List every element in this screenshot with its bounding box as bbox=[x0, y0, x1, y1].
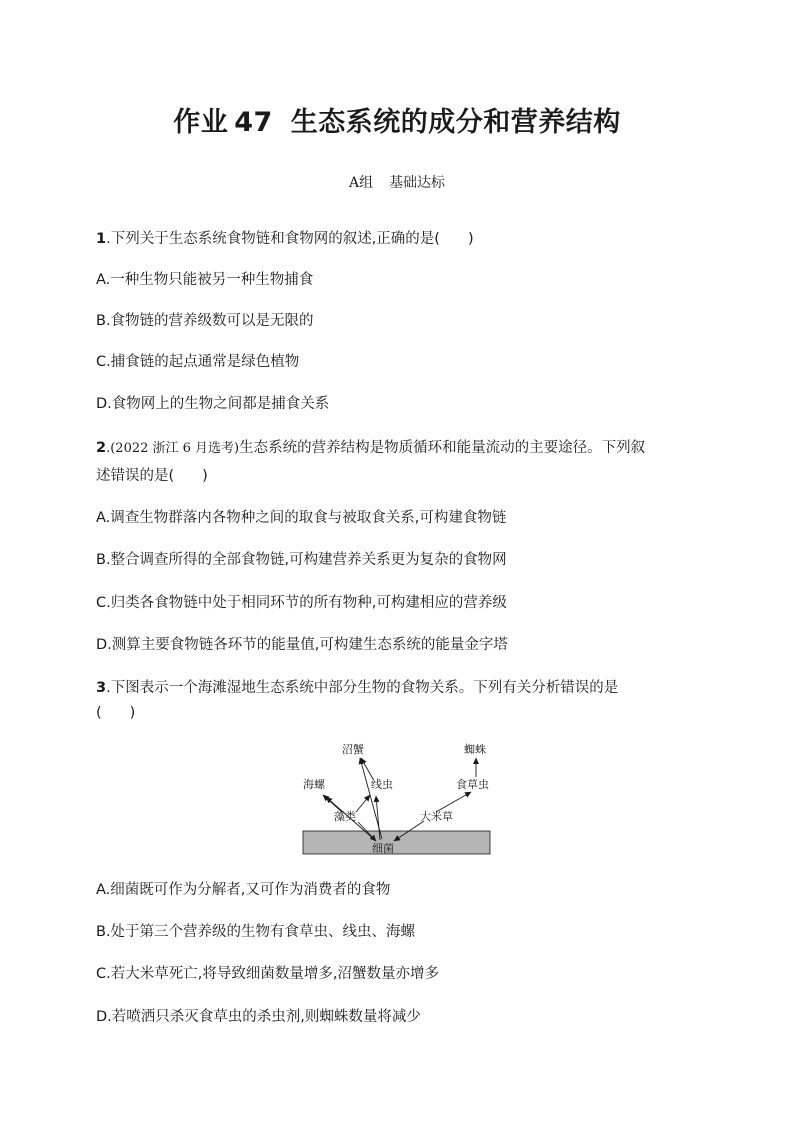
q2-option-b: B.整合调查所得的全部食物链,可构建营养关系更为复杂的食物网 bbox=[96, 552, 507, 568]
ground-layer bbox=[303, 831, 490, 854]
q1-stem-text: .下列关于生态系统食物链和食物网的叙述,正确的是( bbox=[106, 231, 440, 247]
q3-open-paren: ( bbox=[96, 705, 102, 721]
q3-close-paren: ) bbox=[129, 705, 136, 721]
q3-stem-text: .下图表示一个海滩湿地生态系统中部分生物的食物关系。下列有关分析错误的是 bbox=[106, 680, 619, 696]
q1-option-c: C.捕食链的起点通常是绿色植物 bbox=[96, 354, 300, 370]
q1-stem bbox=[96, 227, 474, 248]
node-shaoxie: 沼蟹 bbox=[342, 743, 364, 756]
food-web-diagram bbox=[296, 738, 496, 860]
q3-option-b: B.处于第三个营养级的生物有食草虫、线虫、海螺 bbox=[96, 924, 416, 940]
node-shicaochong: 食草虫 bbox=[456, 778, 489, 791]
q3-option-a: A.细菌既可作为分解者,又可作为消费者的食物 bbox=[96, 882, 391, 898]
q3-option-c: C.若大米草死亡,将导致细菌数量增多,沼蟹数量亦增多 bbox=[96, 966, 439, 982]
group-letter: A bbox=[348, 175, 360, 191]
node-zhizhu: 蜘蛛 bbox=[464, 743, 486, 756]
node-hailuo: 海螺 bbox=[303, 778, 325, 791]
title-number: 47 bbox=[234, 107, 273, 138]
q3-number: 3 bbox=[96, 680, 107, 696]
node-damicao: 大米草 bbox=[420, 810, 453, 823]
title-prefix: 作业 bbox=[173, 107, 229, 138]
title-text: 生态系统的成分和营养结构 bbox=[290, 107, 621, 138]
q2-stem-line2 bbox=[96, 464, 208, 485]
q2-number: 2 bbox=[96, 440, 107, 456]
arrow-zaolei-to-xianchong bbox=[356, 795, 370, 812]
node-xijun: 细菌 bbox=[372, 842, 394, 855]
group-label: 组 bbox=[359, 175, 374, 191]
q1-option-b: B.食物链的营养级数可以是无限的 bbox=[96, 313, 314, 329]
q1-close-paren: ) bbox=[467, 231, 474, 247]
group-subtitle: 基础达标 bbox=[389, 175, 446, 191]
q1-option-d: D.食物网上的生物之间都是捕食关系 bbox=[96, 396, 330, 412]
q2-stem-text-2: 述错误的是( bbox=[96, 468, 175, 484]
q1-option-a: A.一种生物只能被另一种生物捕食 bbox=[96, 272, 314, 288]
group-heading bbox=[0, 172, 794, 192]
q2-source: .(2022 浙江 6 月选考) bbox=[106, 441, 240, 456]
node-xianchong: 线虫 bbox=[371, 778, 393, 791]
q2-stem-line1 bbox=[96, 436, 645, 457]
q3-option-d: D.若喷洒只杀灭食草虫的杀虫剂,则蜘蛛数量将减少 bbox=[96, 1009, 421, 1025]
arrow-xijun-to-shaoxie bbox=[360, 758, 382, 839]
q2-stem-text: 生态系统的营养结构是物质循环和能量流动的主要途径。下列叙 bbox=[239, 440, 646, 456]
q2-option-c: C.归类各食物链中处于相同环节的所有物种,可构建相应的营养级 bbox=[96, 595, 507, 611]
page-title bbox=[0, 100, 794, 139]
q3-answer-paren bbox=[96, 705, 135, 721]
q2-option-d: D.测算主要食物链各环节的能量值,可构建生态系统的能量金字塔 bbox=[96, 637, 508, 653]
q2-option-a: A.调查生物群落内各物种之间的取食与被取食关系,可构建食物链 bbox=[96, 510, 507, 526]
q2-close-paren: ) bbox=[202, 468, 208, 484]
arrow-damicao-to-shicaochong bbox=[436, 792, 471, 812]
q1-number: 1 bbox=[96, 231, 107, 247]
q3-stem bbox=[96, 676, 618, 697]
node-zaolei: 藻类 bbox=[334, 810, 356, 823]
